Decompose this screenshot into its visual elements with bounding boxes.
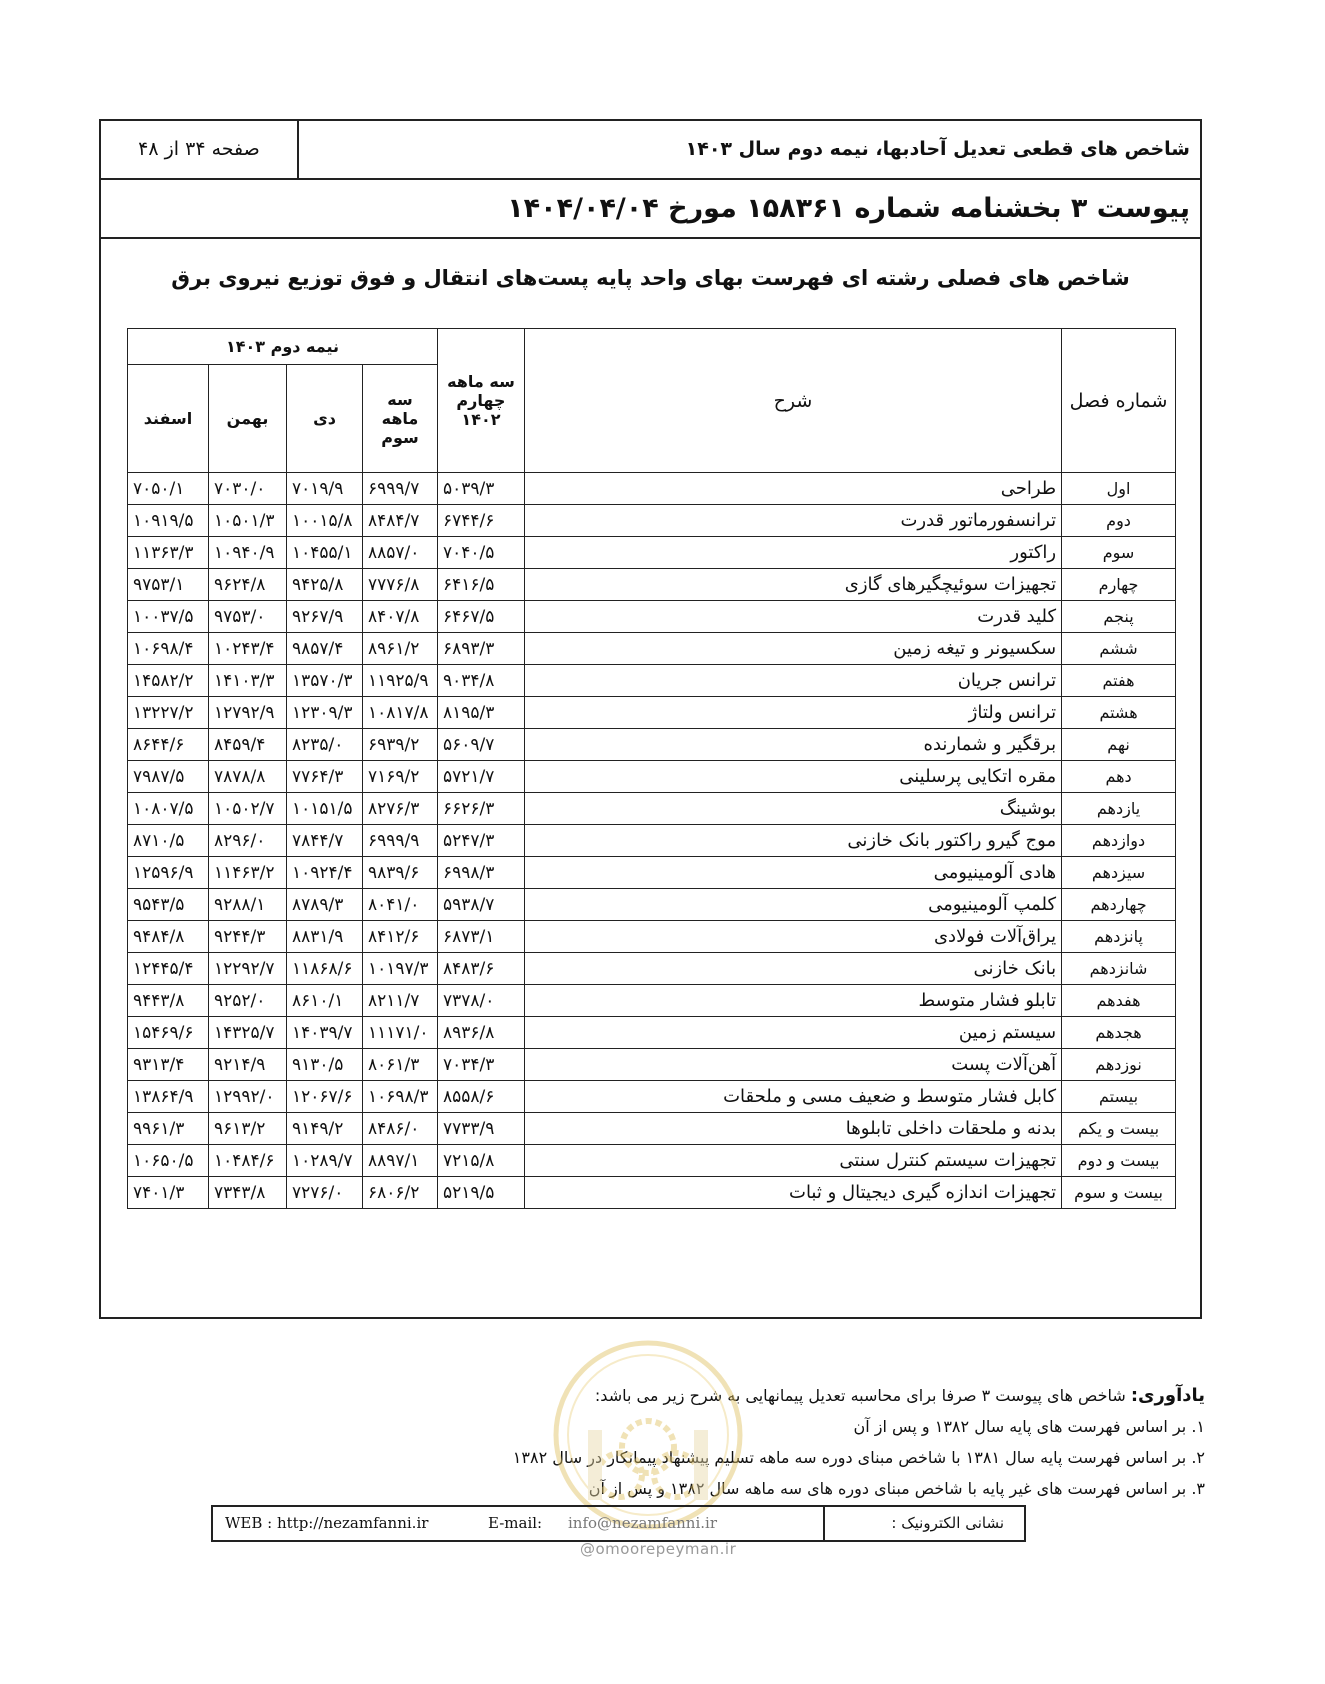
q3-1403-cell: ۱۱۱۷۱/۰ xyxy=(363,1017,438,1049)
reminder-item-1: ۱. بر اساس فهرست های پایه سال ۱۳۸۲ و پس از آن xyxy=(853,1417,1205,1436)
esfand-cell: ۱۱۳۶۳/۳ xyxy=(128,537,209,569)
q4-1402-cell: ۶۴۱۶/۵ xyxy=(437,569,524,601)
bahman-cell: ۹۲۵۲/۰ xyxy=(209,985,287,1017)
esfand-cell: ۹۴۴۳/۸ xyxy=(128,985,209,1017)
esfand-cell: ۱۳۸۶۴/۹ xyxy=(128,1081,209,1113)
q3-1403-cell: ۸۴۰۷/۸ xyxy=(363,601,438,633)
bahman-cell: ۱۲۲۹۲/۷ xyxy=(209,953,287,985)
description-cell: ترانس ولتاژ xyxy=(524,697,1061,729)
description-cell: بدنه و ملحقات داخلی تابلوها xyxy=(524,1113,1061,1145)
dey-cell: ۷۸۴۴/۷ xyxy=(287,825,363,857)
esfand-cell: ۹۹۶۱/۳ xyxy=(128,1113,209,1145)
q3-1403-cell: ۶۹۳۹/۲ xyxy=(363,729,438,761)
esfand-cell: ۹۵۴۳/۵ xyxy=(128,889,209,921)
q3-1403-cell: ۶۸۰۶/۲ xyxy=(363,1177,438,1209)
bahman-cell: ۹۷۵۳/۰ xyxy=(209,601,287,633)
q3-1403-cell: ۸۴۱۲/۶ xyxy=(363,921,438,953)
header-q4-1402: سه ماهه چهارم ۱۴۰۲ xyxy=(437,329,524,473)
description-cell: ترانسفورماتور قدرت xyxy=(524,505,1061,537)
table-body xyxy=(128,473,1176,1209)
table-header-row xyxy=(128,329,1176,365)
chapter-cell: شانزدهم xyxy=(1062,953,1176,985)
esfand-cell: ۱۰۶۹۸/۴ xyxy=(128,633,209,665)
chapter-cell: بیست و سوم xyxy=(1062,1177,1176,1209)
table-title: شاخص های فصلی رشته ای فهرست بهای واحد پایه پست‌های انتقال و فوق توزیع نیروی برق xyxy=(171,266,1130,290)
q3-1403-cell: ۱۱۹۲۵/۹ xyxy=(363,665,438,697)
table-row xyxy=(128,569,1176,601)
esfand-cell: ۹۷۵۳/۱ xyxy=(128,569,209,601)
dey-cell: ۱۰۹۲۴/۴ xyxy=(287,857,363,889)
esfand-cell: ۷۹۸۷/۵ xyxy=(128,761,209,793)
table-row xyxy=(128,889,1176,921)
bahman-cell: ۹۲۴۴/۳ xyxy=(209,921,287,953)
dey-cell: ۹۸۵۷/۴ xyxy=(287,633,363,665)
q3-1403-cell: ۸۹۶۱/۲ xyxy=(363,633,438,665)
q4-1402-cell: ۵۶۰۹/۷ xyxy=(437,729,524,761)
bahman-cell: ۱۲۷۹۲/۹ xyxy=(209,697,287,729)
q3-1403-cell: ۱۰۸۱۷/۸ xyxy=(363,697,438,729)
q4-1402-cell: ۵۲۱۹/۵ xyxy=(437,1177,524,1209)
watermark-text: @omoorepeyman.ir xyxy=(580,1540,737,1558)
chapter-cell: چهارم xyxy=(1062,569,1176,601)
table-row xyxy=(128,1081,1176,1113)
q4-1402-cell: ۶۸۹۳/۳ xyxy=(437,633,524,665)
address-label: نشانی الکترونیک : xyxy=(891,1514,1004,1532)
chapter-cell: سوم xyxy=(1062,537,1176,569)
q4-1402-cell: ۸۹۳۶/۸ xyxy=(437,1017,524,1049)
description-cell: آهن‌آلات پست xyxy=(524,1049,1061,1081)
table-row xyxy=(128,537,1176,569)
chapter-cell: ششم xyxy=(1062,633,1176,665)
q3-1403-cell: ۱۰۶۹۸/۳ xyxy=(363,1081,438,1113)
esfand-cell: ۱۰۶۵۰/۵ xyxy=(128,1145,209,1177)
q3-1403-cell: ۸۴۸۴/۷ xyxy=(363,505,438,537)
reminder-item-3: ۳. بر اساس فهرست های غیر پایه با شاخص مبنای دوره های سه ماهه سال ۱۳۸۲ و پس از آن xyxy=(588,1479,1205,1498)
description-cell: کلید قدرت xyxy=(524,601,1061,633)
q3-1403-cell: ۱۰۱۹۷/۳ xyxy=(363,953,438,985)
annex-row xyxy=(101,180,1200,239)
header-chapter: شماره فصل xyxy=(1062,329,1176,473)
dey-cell: ۱۴۰۳۹/۷ xyxy=(287,1017,363,1049)
q3-1403-cell: ۸۸۵۷/۰ xyxy=(363,537,438,569)
description-cell: کلمپ آلومینیومی xyxy=(524,889,1061,921)
q3-1403-cell: ۸۲۷۶/۳ xyxy=(363,793,438,825)
index-table xyxy=(127,328,1176,1209)
dey-cell: ۱۰۴۵۵/۱ xyxy=(287,537,363,569)
chapter-cell: سیزدهم xyxy=(1062,857,1176,889)
dey-cell: ۸۸۳۱/۹ xyxy=(287,921,363,953)
bahman-cell: ۷۳۴۳/۸ xyxy=(209,1177,287,1209)
table-row xyxy=(128,921,1176,953)
description-cell: سیستم زمین xyxy=(524,1017,1061,1049)
description-cell: موج گیرو راکتور بانک خازنی xyxy=(524,825,1061,857)
q4-1402-cell: ۷۳۷۸/۰ xyxy=(437,985,524,1017)
description-cell: هادی آلومینیومی xyxy=(524,857,1061,889)
esfand-cell: ۹۳۱۳/۴ xyxy=(128,1049,209,1081)
header-description: شرح xyxy=(524,329,1061,473)
q4-1402-cell: ۵۰۳۹/۳ xyxy=(437,473,524,505)
description-cell: یراق‌آلات فولادی xyxy=(524,921,1061,953)
chapter-cell: پنجم xyxy=(1062,601,1176,633)
q4-1402-cell: ۶۴۶۷/۵ xyxy=(437,601,524,633)
q3-1403-cell: ۸۰۴۱/۰ xyxy=(363,889,438,921)
bahman-cell: ۸۲۹۶/۰ xyxy=(209,825,287,857)
chapter-cell: بیست و یکم xyxy=(1062,1113,1176,1145)
chapter-cell: بیستم xyxy=(1062,1081,1176,1113)
reminder-item-2: ۲. بر اساس فهرست پایه سال ۱۳۸۱ با شاخص مبنای دوره سه ماهه تسلیم پیشنهاد پیمانکار در سال ۱۳۸۲ xyxy=(512,1448,1205,1467)
description-cell: بوشینگ xyxy=(524,793,1061,825)
table-row xyxy=(128,601,1176,633)
chapter-cell: هشتم xyxy=(1062,697,1176,729)
bahman-cell: ۱۴۳۲۵/۷ xyxy=(209,1017,287,1049)
q3-1403-cell: ۹۸۳۹/۶ xyxy=(363,857,438,889)
q3-1403-cell: ۷۱۶۹/۲ xyxy=(363,761,438,793)
dey-cell: ۹۲۶۷/۹ xyxy=(287,601,363,633)
bahman-cell: ۱۰۵۰۱/۳ xyxy=(209,505,287,537)
table-row xyxy=(128,1113,1176,1145)
header-row xyxy=(101,121,1200,180)
reminder-text: شاخص های پیوست ۳ صرفا برای محاسبه تعدیل پیمانهایی به شرح زیر می باشد: xyxy=(594,1386,1126,1405)
q4-1402-cell: ۵۹۳۸/۷ xyxy=(437,889,524,921)
website-link[interactable]: WEB : http://nezamfanni.ir xyxy=(225,1514,429,1532)
description-cell: ترانس جریان xyxy=(524,665,1061,697)
dey-cell: ۱۲۰۶۷/۶ xyxy=(287,1081,363,1113)
bahman-cell: ۱۰۹۴۰/۹ xyxy=(209,537,287,569)
bahman-cell: ۹۶۲۴/۸ xyxy=(209,569,287,601)
chapter-cell: دوم xyxy=(1062,505,1176,537)
table-row xyxy=(128,633,1176,665)
email-label: E-mail: xyxy=(488,1514,543,1532)
description-cell: تجهیزات سیستم کنترل سنتی xyxy=(524,1145,1061,1177)
esfand-cell: ۱۵۴۶۹/۶ xyxy=(128,1017,209,1049)
esfand-cell: ۱۲۴۴۵/۴ xyxy=(128,953,209,985)
esfand-cell: ۱۰۸۰۷/۵ xyxy=(128,793,209,825)
document-title: شاخص های قطعی تعدیل آحادبها، نیمه دوم سال ۱۴۰۳ xyxy=(685,138,1190,160)
dey-cell: ۱۲۳۰۹/۳ xyxy=(287,697,363,729)
dey-cell: ۱۰۰۱۵/۸ xyxy=(287,505,363,537)
dey-cell: ۱۳۵۷۰/۳ xyxy=(287,665,363,697)
q4-1402-cell: ۶۹۹۸/۳ xyxy=(437,857,524,889)
dey-cell: ۸۷۸۹/۳ xyxy=(287,889,363,921)
q3-1403-cell: ۶۹۹۹/۹ xyxy=(363,825,438,857)
description-cell: طراحی xyxy=(524,473,1061,505)
description-cell: بانک خازنی xyxy=(524,953,1061,985)
dey-cell: ۷۰۱۹/۹ xyxy=(287,473,363,505)
q3-1403-cell: ۸۸۹۷/۱ xyxy=(363,1145,438,1177)
q4-1402-cell: ۶۷۴۴/۶ xyxy=(437,505,524,537)
bahman-cell: ۹۲۸۸/۱ xyxy=(209,889,287,921)
table-row xyxy=(128,473,1176,505)
esfand-cell: ۷۰۵۰/۱ xyxy=(128,473,209,505)
bahman-cell: ۷۰۳۰/۰ xyxy=(209,473,287,505)
esfand-cell: ۸۷۱۰/۵ xyxy=(128,825,209,857)
dey-cell: ۹۱۴۹/۲ xyxy=(287,1113,363,1145)
chapter-cell: یازدهم xyxy=(1062,793,1176,825)
table-row xyxy=(128,697,1176,729)
chapter-cell: نهم xyxy=(1062,729,1176,761)
chapter-cell: نوزدهم xyxy=(1062,1049,1176,1081)
description-cell: برقگیر و شمارنده xyxy=(524,729,1061,761)
q3-1403-cell: ۸۰۶۱/۳ xyxy=(363,1049,438,1081)
bahman-cell: ۱۰۲۴۳/۴ xyxy=(209,633,287,665)
dey-cell: ۱۱۸۶۸/۶ xyxy=(287,953,363,985)
chapter-cell: چهاردهم xyxy=(1062,889,1176,921)
q4-1402-cell: ۷۰۳۴/۳ xyxy=(437,1049,524,1081)
table-row xyxy=(128,857,1176,889)
bahman-cell: ۱۰۴۸۴/۶ xyxy=(209,1145,287,1177)
bahman-cell: ۸۴۵۹/۴ xyxy=(209,729,287,761)
description-cell: تابلو فشار متوسط xyxy=(524,985,1061,1017)
table-row xyxy=(128,729,1176,761)
q3-1403-cell: ۸۲۱۱/۷ xyxy=(363,985,438,1017)
q4-1402-cell: ۸۱۹۵/۳ xyxy=(437,697,524,729)
header-dey: دی xyxy=(287,365,363,473)
chapter-cell: هفدهم xyxy=(1062,985,1176,1017)
q4-1402-cell: ۷۰۴۰/۵ xyxy=(437,537,524,569)
chapter-cell: پانزدهم xyxy=(1062,921,1176,953)
bahman-cell: ۱۴۱۰۳/۳ xyxy=(209,665,287,697)
esfand-cell: ۱۰۹۱۹/۵ xyxy=(128,505,209,537)
description-cell: کابل فشار متوسط و ضعیف مسی و ملحقات xyxy=(524,1081,1061,1113)
q4-1402-cell: ۷۷۳۳/۹ xyxy=(437,1113,524,1145)
table-row xyxy=(128,1177,1176,1209)
chapter-cell: بیست و دوم xyxy=(1062,1145,1176,1177)
table-row xyxy=(128,1017,1176,1049)
header-group-1403: نیمه دوم ۱۴۰۳ xyxy=(128,329,438,365)
dey-cell: ۷۷۶۴/۳ xyxy=(287,761,363,793)
esfand-cell: ۱۰۰۳۷/۵ xyxy=(128,601,209,633)
chapter-cell: هفتم xyxy=(1062,665,1176,697)
chapter-cell: دهم xyxy=(1062,761,1176,793)
bahman-cell: ۱۲۹۹۲/۰ xyxy=(209,1081,287,1113)
table-row xyxy=(128,985,1176,1017)
q4-1402-cell: ۶۶۲۶/۳ xyxy=(437,793,524,825)
chapter-cell: اول xyxy=(1062,473,1176,505)
table-row xyxy=(128,953,1176,985)
chapter-cell: دوازدهم xyxy=(1062,825,1176,857)
dey-cell: ۱۰۲۸۹/۷ xyxy=(287,1145,363,1177)
dey-cell: ۹۴۲۵/۸ xyxy=(287,569,363,601)
table-row xyxy=(128,761,1176,793)
dey-cell: ۹۱۳۰/۵ xyxy=(287,1049,363,1081)
table-row xyxy=(128,825,1176,857)
description-cell: راکتور xyxy=(524,537,1061,569)
esfand-cell: ۸۶۴۴/۶ xyxy=(128,729,209,761)
description-cell: تجهیزات سوئیچگیرهای گازی xyxy=(524,569,1061,601)
esfand-cell: ۱۲۵۹۶/۹ xyxy=(128,857,209,889)
header-bahman: بهمن xyxy=(209,365,287,473)
email-link[interactable]: info@nezamfanni.ir xyxy=(568,1514,717,1532)
footer-divider xyxy=(823,1507,825,1540)
esfand-cell: ۹۴۸۴/۸ xyxy=(128,921,209,953)
bahman-cell: ۹۶۱۳/۲ xyxy=(209,1113,287,1145)
description-cell: مقره اتکایی پرسلینی xyxy=(524,761,1061,793)
q4-1402-cell: ۹۰۳۴/۸ xyxy=(437,665,524,697)
q3-1403-cell: ۷۷۷۶/۸ xyxy=(363,569,438,601)
description-cell: سکسیونر و تیغه زمین xyxy=(524,633,1061,665)
header-esfand: اسفند xyxy=(128,365,209,473)
chapter-cell: هجدهم xyxy=(1062,1017,1176,1049)
table-row xyxy=(128,1049,1176,1081)
dey-cell: ۷۲۷۶/۰ xyxy=(287,1177,363,1209)
q4-1402-cell: ۶۸۷۳/۱ xyxy=(437,921,524,953)
dey-cell: ۱۰۱۵۱/۵ xyxy=(287,793,363,825)
table-row xyxy=(128,665,1176,697)
q4-1402-cell: ۵۷۲۱/۷ xyxy=(437,761,524,793)
bahman-cell: ۱۱۴۶۳/۲ xyxy=(209,857,287,889)
table-row xyxy=(128,505,1176,537)
q4-1402-cell: ۸۵۵۸/۶ xyxy=(437,1081,524,1113)
esfand-cell: ۱۴۵۸۲/۲ xyxy=(128,665,209,697)
table-row xyxy=(128,793,1176,825)
dey-cell: ۸۲۳۵/۰ xyxy=(287,729,363,761)
q3-1403-cell: ۶۹۹۹/۷ xyxy=(363,473,438,505)
q4-1402-cell: ۸۴۸۳/۶ xyxy=(437,953,524,985)
footer-box xyxy=(211,1505,1026,1542)
bahman-cell: ۹۲۱۴/۹ xyxy=(209,1049,287,1081)
page-number: صفحه ۳۴ از ۴۸ xyxy=(101,121,299,178)
dey-cell: ۸۶۱۰/۱ xyxy=(287,985,363,1017)
esfand-cell: ۷۴۰۱/۳ xyxy=(128,1177,209,1209)
reminder-label: یادآوری: xyxy=(1130,1385,1205,1406)
q3-1403-cell: ۸۴۸۶/۰ xyxy=(363,1113,438,1145)
annex-title: پیوست ۳ بخشنامه شماره ۱۵۸۳۶۱ مورخ ۱۴۰۴/۰۴/۰۴ xyxy=(507,193,1190,224)
description-cell: تجهیزات اندازه گیری دیجیتال و ثبات xyxy=(524,1177,1061,1209)
table-row xyxy=(128,1145,1176,1177)
bahman-cell: ۱۰۵۰۲/۷ xyxy=(209,793,287,825)
bahman-cell: ۷۸۷۸/۸ xyxy=(209,761,287,793)
esfand-cell: ۱۳۲۲۷/۲ xyxy=(128,697,209,729)
q4-1402-cell: ۷۲۱۵/۸ xyxy=(437,1145,524,1177)
q4-1402-cell: ۵۲۴۷/۳ xyxy=(437,825,524,857)
header-q3: سه ماهه سوم xyxy=(363,365,438,473)
